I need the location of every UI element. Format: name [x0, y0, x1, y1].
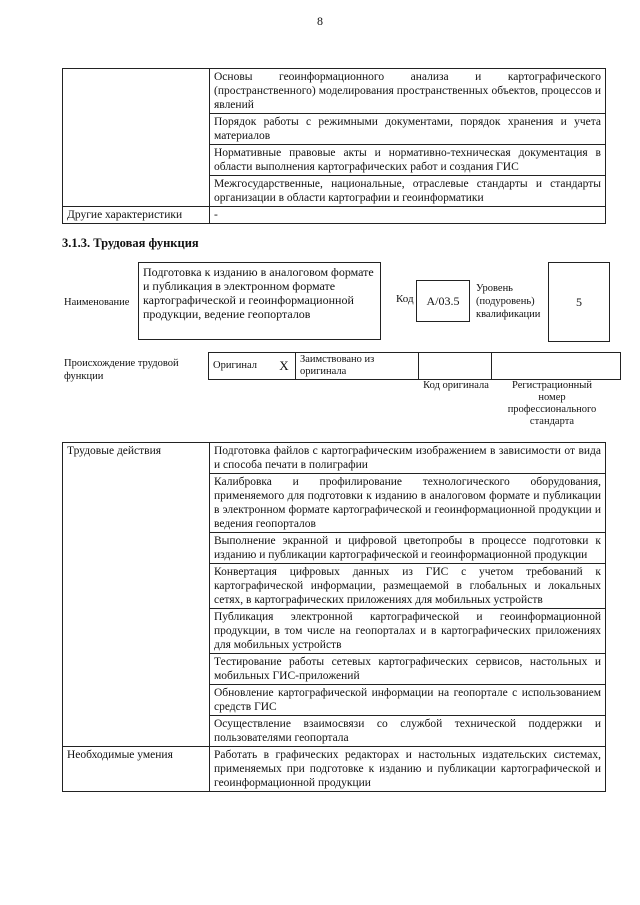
caption-registration-number: Регистрационный номер профессионального стандарта — [507, 380, 597, 427]
labor-action-item: Калибровка и профилирование технологического оборудования, применяемого для подготовки к изданию в аналоговом формате и публикации в электронном формате картографической и геоинформационной продукции и ведения геопорталов — [210, 474, 606, 533]
original-code-cell — [419, 353, 492, 380]
level-label: Уровень (подуровень) квалификации — [476, 283, 541, 320]
knowledge-item: Основы геоинформационного анализа и картографического (пространственного) моделирования пространственных объектов, процессов и явлений — [210, 69, 606, 114]
other-characteristics-label: Другие характеристики — [63, 207, 210, 224]
page-number: 8 — [317, 14, 323, 28]
labor-action-item: Публикация электронной картографической и геоинформационной продукции, в том числе на геопорталах и в картографических приложениях для мобильных устройств — [210, 609, 606, 654]
original-label: Оригинал — [209, 353, 274, 380]
knowledge-item: Нормативные правовые акты и нормативно-техническая документация в области выполнения картографических работ и создания ГИС — [210, 145, 606, 176]
caption-original-code: Код оригинала — [423, 380, 489, 391]
name-label: Наименование — [64, 297, 130, 308]
registration-number-cell — [492, 353, 621, 380]
labor-action-item: Осуществление взаимосвязи со службой технической поддержки и пользователями геопортала — [210, 716, 606, 747]
labor-functions-table — [62, 442, 606, 792]
original-mark: X — [273, 353, 296, 380]
origin-table — [208, 352, 621, 380]
code-value-box: А/03.5 — [416, 280, 470, 322]
borrowed-label: Заимствовано из оригинала — [296, 353, 419, 380]
labor-action-item: Выполнение экранной и цифровой цветопробы в процессе подготовки к изданию и публикации картографической и геоинформационной продукции — [210, 533, 606, 564]
skills-label: Необходимые умения — [63, 747, 210, 792]
knowledge-item: Межгосударственные, национальные, отраслевые стандарты и стандарты организации в области картографии и геоинформатики — [210, 176, 606, 207]
labor-action-item: Обновление картографической информации на геопортале с использованием средств ГИС — [210, 685, 606, 716]
knowledge-table — [62, 68, 606, 224]
section-title: 3.1.3. Трудовая функция — [62, 236, 199, 250]
other-characteristics-value: - — [210, 207, 606, 224]
origin-label: Происхождение трудовой функции — [64, 358, 179, 382]
labor-actions-label: Трудовые действия — [63, 443, 210, 747]
labor-action-item: Конвертация цифровых данных из ГИС с учетом требований к картографической информации, размещаемой в глобальных и локальных сетях, в картографических приложениях для мобильных устройств — [210, 564, 606, 609]
function-name-box: Подготовка к изданию в аналоговом формате и публикация в электронном формате картографической и геоинформационной продукции, ведение геопорталов — [138, 262, 381, 340]
knowledge-item: Порядок работы с режимными документами, порядок хранения и учета материалов — [210, 114, 606, 145]
level-value-box: 5 — [548, 262, 610, 342]
labor-action-item: Тестирование работы сетевых картографических сервисов, настольных и мобильных ГИС-приложений — [210, 654, 606, 685]
skill-item: Работать в графических редакторах и настольных издательских системах, применяемых при подготовке к изданию и публикации картографической и геоинформационной продукции — [210, 747, 606, 792]
labor-action-item: Подготовка файлов с картографическим изображением в зависимости от вида и способа печати в полиграфии — [210, 443, 606, 474]
knowledge-label-cell — [63, 69, 210, 207]
code-label: Код — [396, 293, 414, 305]
